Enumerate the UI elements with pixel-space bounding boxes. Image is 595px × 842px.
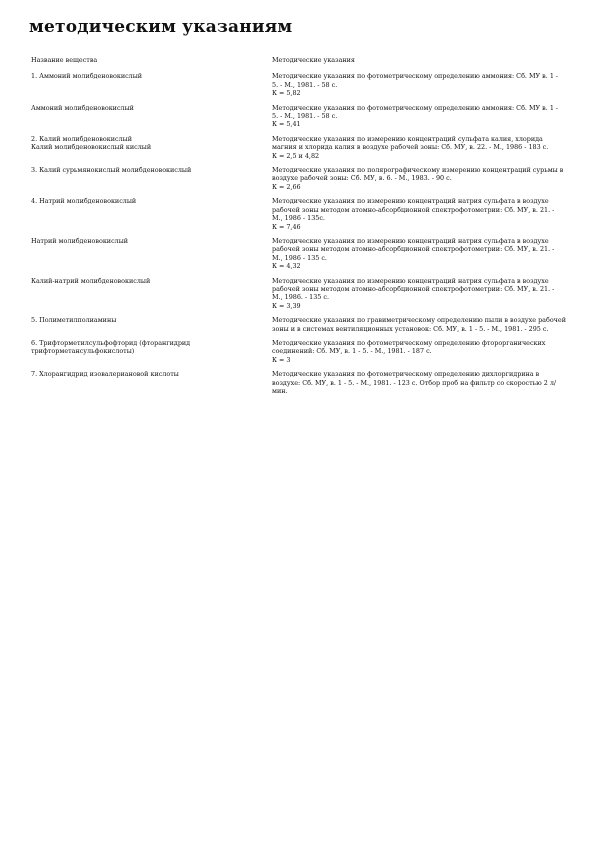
table-row — [31, 135, 566, 160]
table-row — [31, 104, 566, 129]
table-row — [31, 339, 566, 364]
table-row — [31, 72, 566, 97]
substance-name: Аммоний молибденовокислый — [31, 103, 134, 112]
table-row — [31, 166, 566, 191]
guideline-text: Методические указания по фотометрическому определению дихлоргидрина в воздухе: Сб. МУ, в. 1 - 5. - М., 1981. - 123 с. Отбор проб на фильтр со скоростью 2 л/мин. — [272, 370, 557, 395]
guideline-text: Методические указания по измерению концентраций натрия сульфата в воздухе рабочей зоны методом атомно-абсорбционной спектрофотометрии: Сб. МУ, в. 21. - М., 1986 - 135 с. К = 4,32 — [272, 236, 555, 271]
guideline-text: Методические указания по измерению концентраций сульфата калия, хлорида магния и хлорида калия в воздухе рабочей зоны: Сб. МУ, в. 22. - М., 1986 - 183 с. К = 2,5 и 4,82 — [272, 134, 549, 160]
substance-name: Калий-натрий молибденовокислый — [31, 276, 151, 285]
substance-name: 3. Калий сурьмянокислый молибденовокислый — [31, 166, 192, 175]
guideline-text: Методические указания по фотометрическому определению фторорганических соединений: Сб. МУ, в. 1 - 5. - М., 1981. - 187 с. К = 3 — [272, 338, 546, 364]
table-header-row — [31, 56, 566, 64]
substance-name: 4. Натрий молибденовокислый — [31, 197, 137, 206]
table-row — [31, 237, 566, 271]
guideline-text: Методические указания по фотометрическому определению аммония: Сб. МУ в. 1 - 5. - М., 1981. - 58 с. К = 5,41 — [272, 103, 559, 129]
substance-name: 6. Трифторметилсульфофторид (фторангидрид трифторметансульфокислоты) — [31, 338, 191, 356]
guideline-text: Методические указания по фотометрическому определению аммония: Сб. МУ в. 1 - 5. - М., 1981. - 58 с. К = 5,82 — [272, 72, 559, 98]
header-substance-name: Название вещества — [31, 56, 98, 64]
table-row — [31, 316, 566, 333]
guideline-text: Методические указания по измерению концентраций натрия сульфата в воздухе рабочей зоны методом атомно-абсорбционной спектрофотометрии: Сб. МУ, в. 21. - М., 1986. - 135 с. К = 3,39 — [272, 276, 555, 310]
substance-name: Натрий молибденовокислый — [31, 236, 129, 245]
guideline-text: Методические указания по полярографическому измерению концентраций сурьмы в воздухе рабочей зоны: Сб. МУ, в. 6. - М., 1983. - 90 с. К = 2,66 — [272, 166, 564, 191]
substance-name: 1. Аммоний молибденовокислый — [31, 72, 143, 81]
guideline-text: Методические указания по измерению концентраций натрия сульфата в воздухе рабочей зоны методом атомно-абсорбционной спектрофотометрии: Сб. МУ, в. 21. - М., 1986 - 135с. К = 7,46 — [272, 197, 555, 231]
header-guidelines: Методические указания — [272, 56, 355, 64]
table-row — [31, 370, 566, 395]
guideline-text: Методические указания по гравиметрическому определению пыли в воздухе рабочей зоны и в системах вентиляционных установок: Сб. МУ, в. 1 - 5. - М., 1981. - 295 с. — [272, 316, 566, 333]
substance-name: 2. Калий молибденовокислый Калий молибденовокислый кислый — [31, 134, 152, 152]
page-title: методическим указаниям — [29, 17, 293, 37]
substances-table — [31, 56, 566, 401]
table-row — [31, 197, 566, 231]
substance-name: 5. Полиметилполиамины — [31, 316, 117, 325]
table-row — [31, 277, 566, 311]
substance-name: 7. Хлорангидрид изовалериановой кислоты — [31, 370, 179, 379]
